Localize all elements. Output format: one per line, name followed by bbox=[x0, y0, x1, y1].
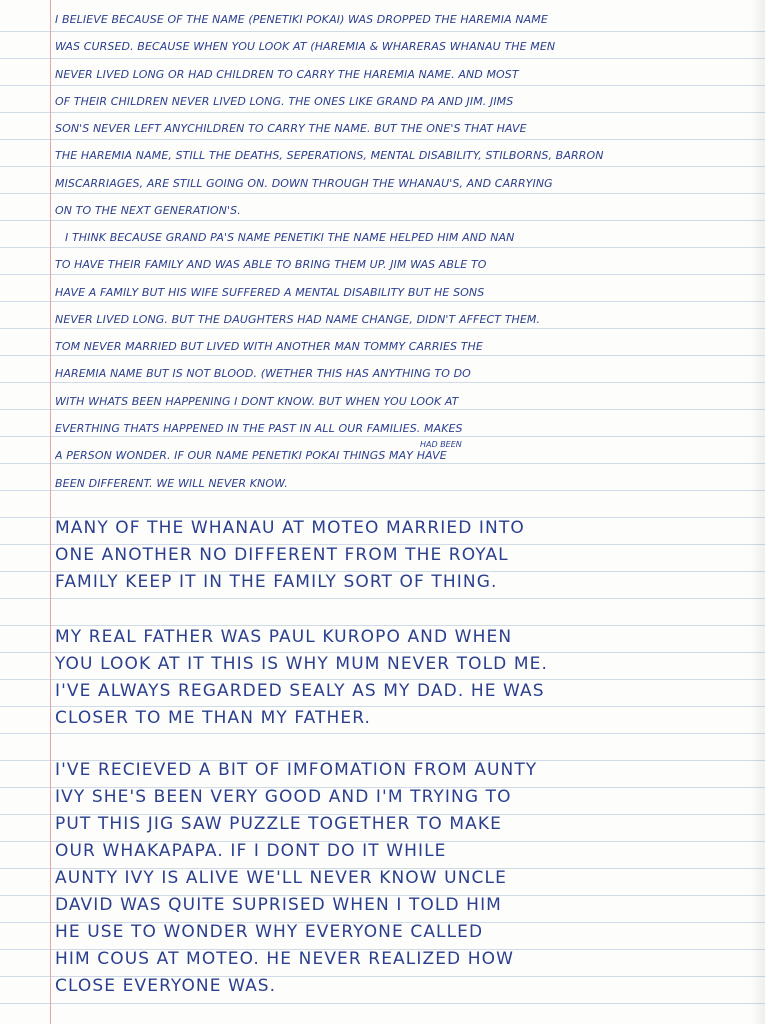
text-line: CLOSE EVERYONE WAS. bbox=[55, 976, 277, 996]
text-line: SON'S NEVER LEFT ANYCHILDREN TO CARRY THE NAME. BUT THE ONE'S THAT HAVE bbox=[55, 122, 527, 136]
text-line: HE USE TO WONDER WHY EVERYONE CALLED bbox=[55, 922, 484, 942]
paragraph-5 bbox=[55, 757, 751, 1000]
text-line: HIM COUS AT MOTEO. HE NEVER REALIZED HOW bbox=[55, 949, 515, 969]
text-line: FAMILY KEEP IT IN THE FAMILY SORT OF THING. bbox=[55, 572, 498, 592]
margin-line bbox=[50, 0, 51, 1024]
text-line: TO HAVE THEIR FAMILY AND WAS ABLE TO BRING THEM UP. JIM WAS ABLE TO bbox=[55, 258, 487, 272]
text-line: MY REAL FATHER WAS PAUL KUROPO AND WHEN bbox=[55, 627, 513, 647]
text-line: I THINK BECAUSE GRAND PA'S NAME PENETIKI THE NAME HELPED HIM AND NAN bbox=[65, 231, 515, 244]
text-line: I BELIEVE BECAUSE OF THE NAME (PENETIKI POKAI) WAS DROPPED THE HAREMIA NAME bbox=[55, 13, 548, 26]
text-line: WAS CURSED. BECAUSE WHEN YOU LOOK AT (HAREMIA & WHARERAS WHANAU THE MEN bbox=[55, 40, 556, 54]
text-line: THE HAREMIA NAME, STILL THE DEATHS, SEPERATIONS, MENTAL DISABILITY, STILBORNS, BARRON bbox=[55, 149, 604, 163]
text-line: PUT THIS JIG SAW PUZZLE TOGETHER TO MAKE bbox=[55, 814, 502, 834]
paragraph-4 bbox=[55, 624, 751, 732]
inserted-words: HAD BEEN bbox=[420, 440, 462, 449]
text-line: EVERTHING THATS HAPPENED IN THE PAST IN ALL OUR FAMILIES. MAKES bbox=[55, 422, 463, 436]
text-line: IVY SHE'S BEEN VERY GOOD AND I'M TRYING TO bbox=[55, 787, 512, 807]
text-line: A PERSON WONDER. IF OUR NAME PENETIKI POKAI THINGS MAY HAVE bbox=[55, 449, 447, 463]
paragraph-2 bbox=[55, 224, 751, 497]
text-line: CLOSER TO ME THAN MY FATHER. bbox=[55, 708, 372, 728]
text-line: I'VE RECIEVED A BIT OF IMFOMATION FROM AUNTY bbox=[55, 760, 538, 780]
text-line: WITH WHATS BEEN HAPPENING I DONT KNOW. BUT WHEN YOU LOOK AT bbox=[55, 394, 459, 408]
paragraph-1 bbox=[55, 6, 751, 224]
text-line: OF THEIR CHILDREN NEVER LIVED LONG. THE ONES LIKE GRAND PA AND JIM. JIMS bbox=[55, 94, 514, 108]
text-line: TOM NEVER MARRIED BUT LIVED WITH ANOTHER MAN TOMMY CARRIES THE bbox=[55, 340, 483, 354]
paragraph-3 bbox=[55, 515, 751, 596]
text-line: AUNTY IVY IS ALIVE WE'LL NEVER KNOW UNCLE bbox=[55, 868, 507, 888]
text-line: MISCARRIAGES, ARE STILL GOING ON. DOWN THROUGH THE WHANAU'S, AND CARRYING bbox=[55, 176, 553, 190]
text-line: NEVER LIVED LONG. BUT THE DAUGHTERS HAD NAME CHANGE, DIDN'T AFFECT THEM. bbox=[55, 312, 541, 326]
text-line: BEEN DIFFERENT. WE WILL NEVER KNOW. bbox=[55, 476, 288, 490]
page-edge-shadow bbox=[751, 0, 765, 1024]
text-line: DAVID WAS QUITE SUPRISED WHEN I TOLD HIM bbox=[55, 895, 502, 915]
text-line: HAREMIA NAME BUT IS NOT BLOOD. (WETHER THIS HAS ANYTHING TO DO bbox=[55, 367, 471, 381]
text-line: ONE ANOTHER NO DIFFERENT FROM THE ROYAL bbox=[55, 545, 509, 565]
text-line: ON TO THE NEXT GENERATION'S. bbox=[55, 204, 241, 218]
text-line: HAVE A FAMILY BUT HIS WIFE SUFFERED A MENTAL DISABILITY BUT HE SONS bbox=[55, 285, 485, 299]
text-line: OUR WHAKAPAPA. IF I DONT DO IT WHILE bbox=[55, 841, 447, 861]
text-line: NEVER LIVED LONG OR HAD CHILDREN TO CARRY THE HAREMIA NAME. AND MOST bbox=[55, 67, 519, 81]
text-line: MANY OF THE WHANAU AT MOTEO MARRIED INTO bbox=[55, 518, 525, 538]
text-line: I'VE ALWAYS REGARDED SEALY AS MY DAD. HE WAS bbox=[55, 681, 545, 701]
text-line: YOU LOOK AT IT THIS IS WHY MUM NEVER TOLD ME. bbox=[55, 654, 548, 674]
